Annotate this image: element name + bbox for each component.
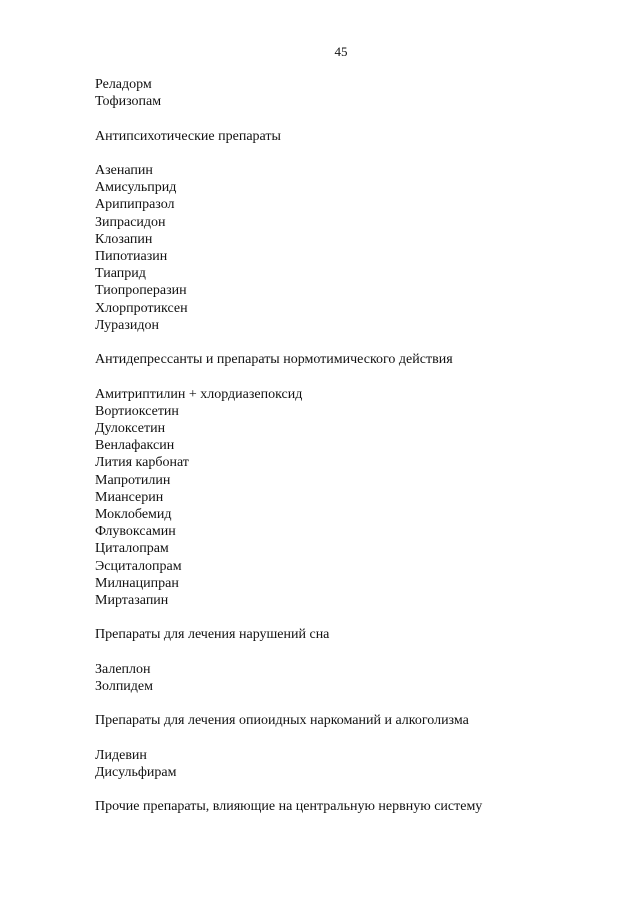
list-item: Амисульприд [95,180,177,196]
list-item: Милнаципран [95,575,179,591]
spacer [95,145,615,162]
list-item: Эсциталопрам [95,558,182,574]
spacer [95,609,615,626]
list-item: Клозапин [95,231,153,247]
list-item: Лития карбонат [95,455,189,471]
spacer [95,730,615,747]
page-number: 45 [334,44,348,59]
spacer [95,368,615,385]
spacer [95,110,615,127]
drug-list [95,76,615,816]
list-item: Циталопрам [95,541,169,557]
spacer [95,334,615,351]
list-item: Луразидон [95,317,159,333]
spacer [95,695,615,712]
list-item: Моклобемид [95,507,172,523]
list-item: Тофизопам [95,94,162,110]
section-heading: Антипсихотические препараты [95,128,281,144]
list-item: Арипипразол [95,197,175,213]
list-item: Дисульфирам [95,765,177,780]
list-item: Флувоксамин [95,524,176,540]
list-item: Тиопроперазин [95,283,187,299]
list-item: Реладорм [95,77,152,92]
spacer [95,781,615,798]
list-item: Залеплон [95,661,151,677]
list-item: Лидевин [95,747,147,763]
list-item: Золпидем [95,679,153,695]
list-item: Миансерин [95,489,164,505]
list-item: Амитриптилин + хлордиазепоксид [95,386,303,402]
list-item: Пипотиазин [95,249,168,264]
list-item: Зипрасидон [95,214,166,230]
list-item: Тиаприд [95,266,146,282]
list-item: Хлорпротиксен [95,300,188,316]
list-item: Мапротилин [95,472,171,488]
section-heading: Антидепрессанты и препараты нормотимического действия [95,352,453,368]
list-item: Миртазапин [95,593,169,609]
section-heading: Препараты для лечения нарушений сна [95,627,330,643]
section-heading: Препараты для лечения опиоидных наркоманий и алкоголизма [95,713,469,729]
list-item: Вортиоксетин [95,403,179,419]
spacer [95,644,615,661]
list-item: Венлафаксин [95,438,175,454]
section-heading: Прочие препараты, влияющие на центральную нервную систему [95,799,483,815]
list-item: Азенапин [95,162,153,178]
list-item: Дулоксетин [95,421,166,436]
